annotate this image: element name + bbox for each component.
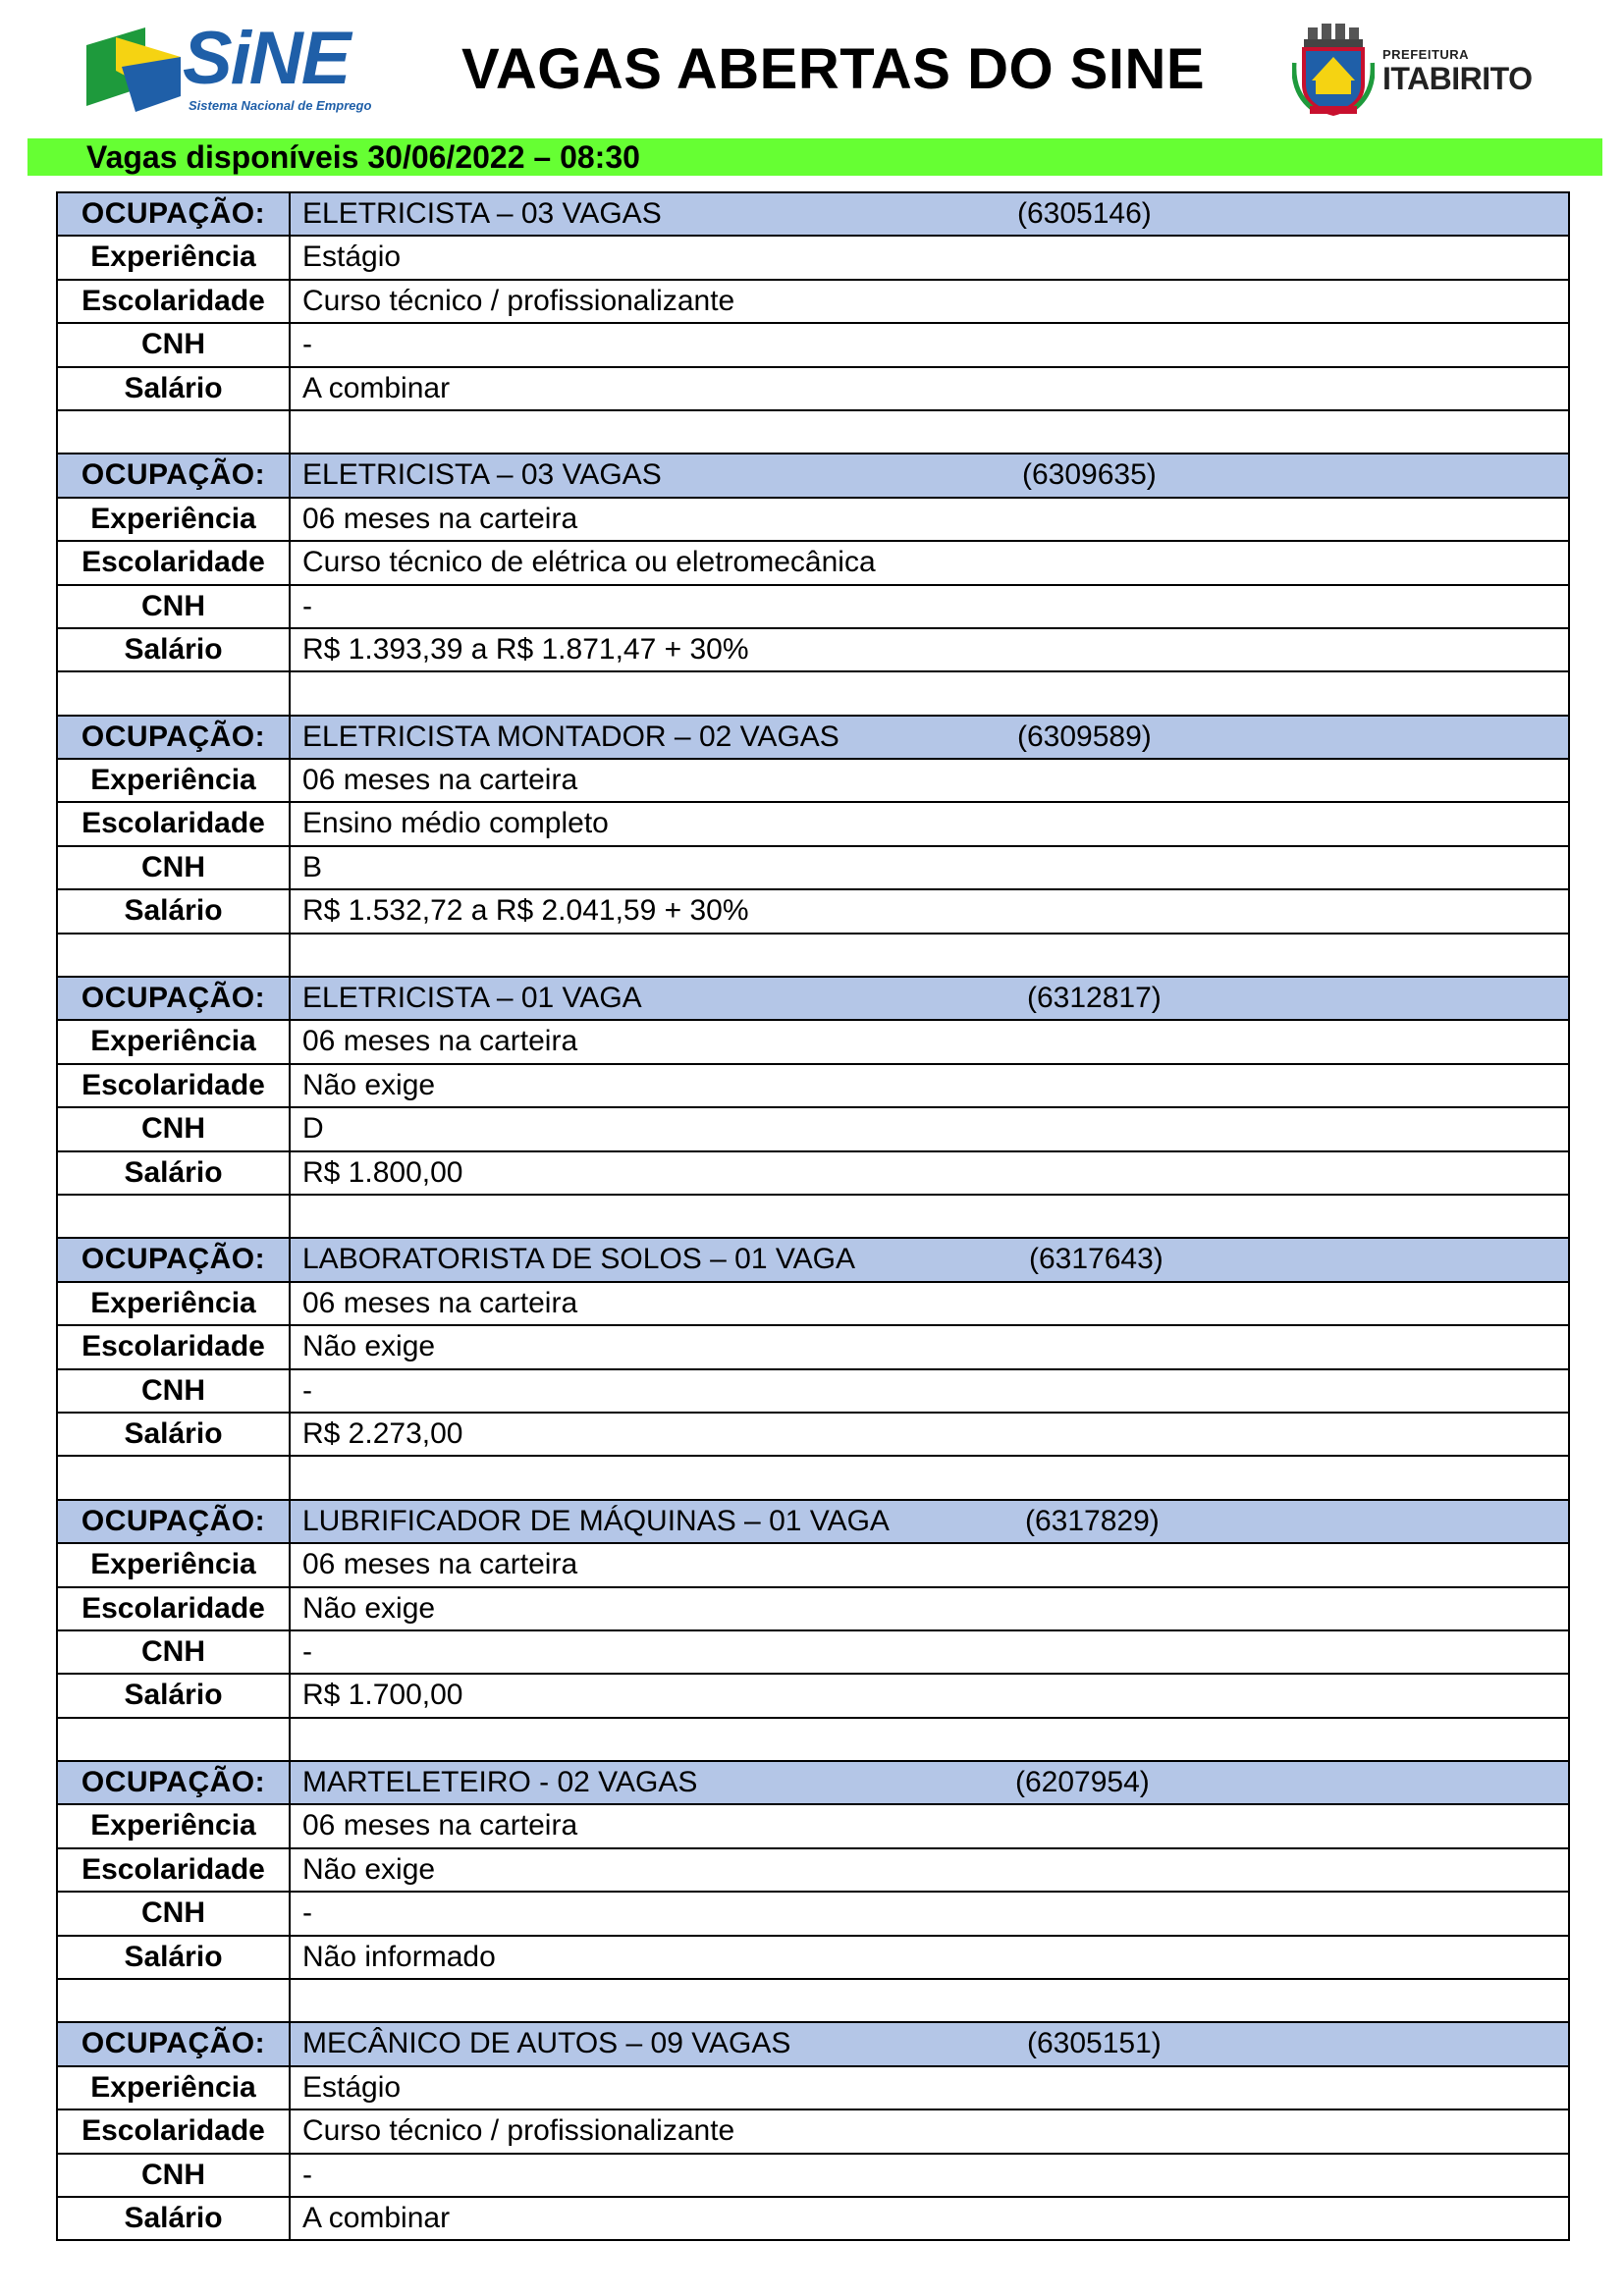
job-salario-row	[58, 629, 1568, 672]
job-header-row	[58, 1239, 1568, 1282]
cnh-value: -	[302, 1373, 312, 1407]
salario-label: Salário	[58, 1152, 291, 1194]
spacer-row	[58, 1719, 1568, 1762]
salario-label: Salário	[58, 629, 291, 670]
job-escolaridade-row	[58, 1065, 1568, 1108]
sine-logo	[86, 17, 372, 116]
cnh-label: CNH	[58, 324, 291, 365]
job-code: (6309635)	[1022, 458, 1157, 492]
job-title: MECÂNICO DE AUTOS – 09 VAGAS	[302, 2027, 791, 2060]
salario-value: R$ 2.273,00	[302, 1416, 463, 1450]
job-salario-row	[58, 2198, 1568, 2241]
experiencia-value: 06 meses na carteira	[302, 764, 578, 797]
job-experiencia-row	[58, 2067, 1568, 2110]
experiencia-value: Estágio	[302, 2070, 402, 2104]
spacer-value-cell	[291, 672, 1568, 714]
job-title: ELETRICISTA – 03 VAGAS	[302, 197, 662, 230]
experiencia-label: Experiência	[58, 1544, 291, 1585]
spacer-value-cell	[291, 1719, 1568, 1760]
job-listing-table	[56, 191, 1570, 2241]
cnh-label: CNH	[58, 586, 291, 627]
experiencia-label: Experiência	[58, 1021, 291, 1062]
job-title-cell	[291, 1762, 1568, 1803]
job-cnh-row	[58, 1108, 1568, 1151]
escolaridade-label: Escolaridade	[58, 2110, 291, 2152]
job-code: (6317829)	[1025, 1504, 1160, 1537]
escolaridade-label: Escolaridade	[58, 542, 291, 583]
job-code: (6312817)	[1027, 982, 1162, 1015]
salario-value: A combinar	[302, 2201, 451, 2234]
spacer-value-cell	[291, 1196, 1568, 1237]
salario-label: Salário	[58, 2198, 291, 2239]
experiencia-label: Experiência	[58, 499, 291, 540]
job-title: ELETRICISTA – 01 VAGA	[302, 982, 642, 1015]
spacer-label-cell	[58, 1196, 291, 1237]
salario-label: Salário	[58, 1414, 291, 1455]
job-title: ELETRICISTA MONTADOR – 02 VAGAS	[302, 720, 839, 753]
job-title: ELETRICISTA – 03 VAGAS	[302, 458, 662, 492]
prefeitura-city: ITABIRITO	[1382, 61, 1533, 96]
escolaridade-label: Escolaridade	[58, 1065, 291, 1106]
job-title-cell	[291, 717, 1568, 758]
ocupacao-label: OCUPAÇÃO:	[58, 2023, 291, 2064]
salario-value: R$ 1.393,39 a R$ 1.871,47 + 30%	[302, 632, 749, 666]
job-escolaridade-row	[58, 1588, 1568, 1631]
escolaridade-label: Escolaridade	[58, 1326, 291, 1367]
job-header-row	[58, 193, 1568, 237]
job-salario-row	[58, 1414, 1568, 1457]
job-cnh-row	[58, 1370, 1568, 1414]
city-crest-icon	[1292, 24, 1375, 116]
escolaridade-value: Curso técnico de elétrica ou eletromecânica	[302, 546, 876, 579]
cnh-label: CNH	[58, 1370, 291, 1412]
job-escolaridade-row	[58, 1326, 1568, 1369]
job-escolaridade-row	[58, 281, 1568, 324]
job-escolaridade-row	[58, 803, 1568, 846]
job-title-cell	[291, 193, 1568, 235]
job-experiencia-row	[58, 1021, 1568, 1064]
salario-label: Salário	[58, 1937, 291, 1978]
experiencia-label: Experiência	[58, 2067, 291, 2109]
experiencia-value: 06 meses na carteira	[302, 1548, 578, 1581]
spacer-value-cell	[291, 411, 1568, 453]
job-escolaridade-row	[58, 542, 1568, 585]
escolaridade-value: Curso técnico / profissionalizante	[302, 284, 735, 317]
ocupacao-label: OCUPAÇÃO:	[58, 1501, 291, 1542]
experiencia-value: 06 meses na carteira	[302, 1025, 578, 1058]
spacer-label-cell	[58, 934, 291, 976]
experiencia-label: Experiência	[58, 760, 291, 801]
spacer-label-cell	[58, 672, 291, 714]
date-banner-text: Vagas disponíveis 30/06/2022 – 08:30	[86, 139, 640, 175]
job-salario-row	[58, 890, 1568, 934]
cnh-label: CNH	[58, 1893, 291, 1934]
job-escolaridade-row	[58, 1849, 1568, 1893]
salario-label: Salário	[58, 368, 291, 409]
page-header	[0, 0, 1624, 137]
spacer-value-cell	[291, 1980, 1568, 2021]
job-cnh-row	[58, 586, 1568, 629]
job-title-cell	[291, 1239, 1568, 1280]
job-experiencia-row	[58, 1544, 1568, 1587]
sine-wordmark: SiNE	[183, 17, 350, 100]
spacer-value-cell	[291, 1457, 1568, 1498]
job-experiencia-row	[58, 1283, 1568, 1326]
job-salario-row	[58, 1675, 1568, 1718]
cnh-value: -	[302, 328, 312, 361]
spacer-row	[58, 1980, 1568, 2023]
spacer-row	[58, 1457, 1568, 1500]
ocupacao-label: OCUPAÇÃO:	[58, 1239, 291, 1280]
cnh-value: D	[302, 1112, 324, 1146]
spacer-row	[58, 672, 1568, 716]
job-code: (6317643)	[1029, 1243, 1164, 1276]
cnh-value: -	[302, 2158, 312, 2191]
experiencia-value: 06 meses na carteira	[302, 1286, 578, 1319]
ocupacao-label: OCUPAÇÃO:	[58, 454, 291, 496]
cnh-label: CNH	[58, 1108, 291, 1149]
job-title-cell	[291, 1501, 1568, 1542]
prefeitura-logo	[1292, 24, 1538, 116]
job-code: (6305151)	[1027, 2027, 1162, 2060]
salario-value: R$ 1.800,00	[302, 1155, 463, 1189]
job-cnh-row	[58, 2155, 1568, 2198]
job-cnh-row	[58, 324, 1568, 367]
job-cnh-row	[58, 847, 1568, 890]
salario-label: Salário	[58, 890, 291, 932]
sine-subtitle: Sistema Nacional de Emprego	[189, 98, 372, 113]
salario-value: Não informado	[302, 1940, 496, 1973]
spacer-value-cell	[291, 934, 1568, 976]
cnh-value: -	[302, 1634, 312, 1668]
job-title-cell	[291, 454, 1568, 496]
escolaridade-value: Curso técnico / profissionalizante	[302, 2114, 735, 2148]
job-experiencia-row	[58, 499, 1568, 542]
salario-value: R$ 1.532,72 a R$ 2.041,59 + 30%	[302, 894, 749, 928]
job-escolaridade-row	[58, 2110, 1568, 2154]
page-title: VAGAS ABERTAS DO SINE	[461, 37, 1206, 101]
escolaridade-label: Escolaridade	[58, 803, 291, 844]
ocupacao-label: OCUPAÇÃO:	[58, 1762, 291, 1803]
salario-label: Salário	[58, 1675, 291, 1716]
escolaridade-value: Não exige	[302, 1068, 436, 1101]
spacer-label-cell	[58, 1457, 291, 1498]
experiencia-value: 06 meses na carteira	[302, 502, 578, 535]
cnh-value: -	[302, 1896, 312, 1930]
escolaridade-label: Escolaridade	[58, 1588, 291, 1629]
job-experiencia-row	[58, 760, 1568, 803]
job-title: MARTELETEIRO - 02 VAGAS	[302, 1766, 698, 1799]
job-header-row	[58, 2023, 1568, 2066]
experiencia-label: Experiência	[58, 1283, 291, 1324]
escolaridade-value: Ensino médio completo	[302, 807, 609, 840]
job-salario-row	[58, 368, 1568, 411]
sine-flag-icon	[86, 27, 181, 112]
experiencia-value: Estágio	[302, 240, 402, 274]
salario-value: A combinar	[302, 371, 451, 404]
cnh-label: CNH	[58, 1631, 291, 1673]
cnh-value: B	[302, 850, 323, 883]
date-banner	[27, 138, 1602, 176]
spacer-row	[58, 934, 1568, 978]
job-code: (6305146)	[1017, 197, 1152, 230]
job-header-row	[58, 978, 1568, 1021]
job-experiencia-row	[58, 237, 1568, 280]
spacer-label-cell	[58, 1719, 291, 1760]
ocupacao-label: OCUPAÇÃO:	[58, 717, 291, 758]
experiencia-label: Experiência	[58, 1805, 291, 1846]
job-code: (6309589)	[1017, 720, 1152, 753]
job-code: (6207954)	[1015, 1766, 1150, 1799]
job-title: LABORATORISTA DE SOLOS – 01 VAGA	[302, 1243, 855, 1276]
job-header-row	[58, 454, 1568, 498]
job-experiencia-row	[58, 1805, 1568, 1848]
job-salario-row	[58, 1152, 1568, 1196]
escolaridade-label: Escolaridade	[58, 281, 291, 322]
experiencia-value: 06 meses na carteira	[302, 1809, 578, 1842]
job-title: LUBRIFICADOR DE MÁQUINAS – 01 VAGA	[302, 1504, 890, 1537]
salario-value: R$ 1.700,00	[302, 1679, 463, 1712]
job-title-cell	[291, 2023, 1568, 2064]
prefeitura-label: PREFEITURA	[1382, 47, 1470, 62]
spacer-label-cell	[58, 411, 291, 453]
escolaridade-value: Não exige	[302, 1591, 436, 1625]
spacer-label-cell	[58, 1980, 291, 2021]
spacer-row	[58, 1196, 1568, 1239]
job-cnh-row	[58, 1631, 1568, 1675]
job-header-row	[58, 1501, 1568, 1544]
job-cnh-row	[58, 1893, 1568, 1936]
ocupacao-label: OCUPAÇÃO:	[58, 193, 291, 235]
spacer-row	[58, 411, 1568, 454]
cnh-value: -	[302, 589, 312, 622]
job-header-row	[58, 717, 1568, 760]
escolaridade-value: Não exige	[302, 1852, 436, 1886]
escolaridade-value: Não exige	[302, 1330, 436, 1363]
ocupacao-label: OCUPAÇÃO:	[58, 978, 291, 1019]
job-title-cell	[291, 978, 1568, 1019]
escolaridade-label: Escolaridade	[58, 1849, 291, 1891]
job-header-row	[58, 1762, 1568, 1805]
cnh-label: CNH	[58, 847, 291, 888]
cnh-label: CNH	[58, 2155, 291, 2196]
experiencia-label: Experiência	[58, 237, 291, 278]
job-salario-row	[58, 1937, 1568, 1980]
